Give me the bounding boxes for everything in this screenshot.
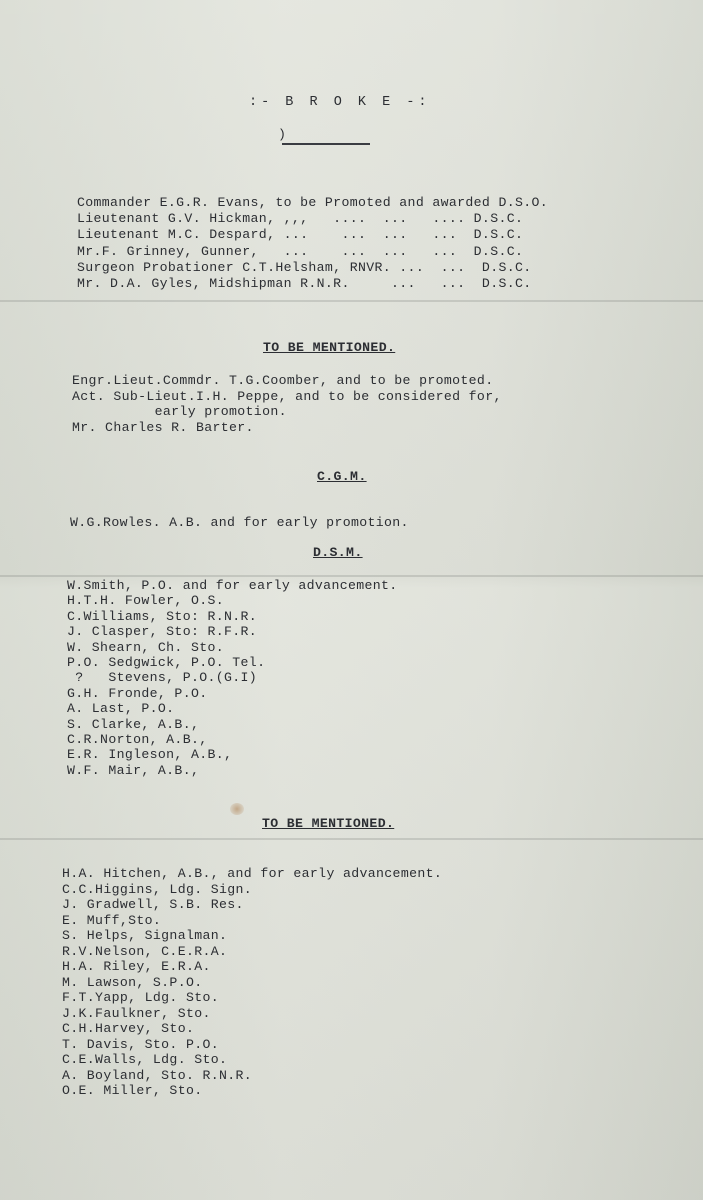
paper-fold [0, 300, 703, 302]
list-item: J. Clasper, Sto: R.F.R. [67, 624, 258, 640]
paper-fold [0, 838, 703, 840]
list-item: W.Smith, P.O. and for early advancement. [67, 578, 398, 593]
list-item: H.A. Hitchen, A.B., and for early advancement. [62, 866, 443, 881]
list-item: E. Muff,Sto. [62, 912, 162, 928]
list-item: M. Lawson, S.P.O. [62, 974, 203, 990]
list-item: Lieutenant M.C. Despard, ... ... ... ... D.S.C. [77, 227, 524, 243]
list-item: O.E. Miller, Sto. [62, 1083, 203, 1098]
list-item: W.F. Mair, A.B., [67, 762, 200, 778]
list-item: H.A. Riley, E.R.A. [62, 959, 211, 974]
list-item: C.H.Harvey, Sto. [62, 1021, 195, 1036]
list-item: Commander E.G.R. Evans, to be Promoted and awarded D.S.O. [77, 195, 549, 210]
list-item: Surgeon Probationer C.T.Helsham, RNVR. ... ... D.S.C. [77, 259, 532, 275]
mentioned-heading-2: TO BE MENTIONED. [262, 816, 395, 831]
list-item: Engr.Lieut.Commdr. T.G.Coomber, and to be promoted. [72, 373, 494, 388]
mentioned-heading: TO BE MENTIONED. [263, 340, 396, 355]
list-item: C.C.Higgins, Ldg. Sign. [62, 881, 253, 897]
list-item: R.V.Nelson, C.E.R.A. [62, 943, 228, 959]
list-item: Act. Sub-Lieut.I.H. Peppe, and to be considered for, [72, 388, 502, 404]
title-mark: ) [278, 127, 287, 142]
list-item: A. Last, P.O. [67, 701, 175, 717]
list-item: J. Gradwell, S.B. Res. [62, 897, 244, 912]
list-item: F.T.Yapp, Ldg. Sto. [62, 990, 220, 1005]
list-item: Mr.F. Grinney, Gunner, ... ... ... ... D.S.C. [77, 243, 524, 259]
list-item: C.E.Walls, Ldg. Sto. [62, 1052, 228, 1067]
paper-fold [0, 575, 703, 577]
list-item: Lieutenant G.V. Hickman, ,,, .... ... .... D.S.C. [77, 211, 524, 227]
list-item: C.Williams, Sto: R.N.R. [67, 608, 258, 624]
list-item: G.H. Fronde, P.O. [67, 685, 208, 701]
list-item: W.G.Rowles. A.B. and for early promotion. [70, 515, 409, 530]
list-item: Mr. D.A. Gyles, Midshipman R.N.R. ... ... D.S.C. [77, 276, 532, 291]
document-title: :- B R O K E -: [249, 95, 431, 110]
list-item: S. Clarke, A.B., [67, 716, 200, 732]
list-item: S. Helps, Signalman. [62, 928, 228, 943]
dsm-heading: D.S.M. [313, 545, 363, 560]
cgm-heading: C.G.M. [317, 469, 367, 484]
title-underline [282, 143, 370, 145]
list-item: C.R.Norton, A.B., [67, 732, 208, 747]
paper-stain [230, 803, 244, 815]
list-item: early promotion. [72, 404, 287, 419]
list-item: Mr. Charles R. Barter. [72, 419, 254, 435]
list-item: P.O. Sedgwick, P.O. Tel. [67, 655, 266, 670]
list-item: T. Davis, Sto. P.O. [62, 1036, 220, 1052]
list-item: A. Boyland, Sto. R.N.R. [62, 1067, 253, 1083]
list-item: J.K.Faulkner, Sto. [62, 1005, 211, 1021]
list-item: W. Shearn, Ch. Sto. [67, 639, 225, 655]
list-item: ? Stevens, P.O.(G.I) [67, 670, 258, 686]
list-item: E.R. Ingleson, A.B., [67, 747, 233, 763]
list-item: H.T.H. Fowler, O.S. [67, 593, 225, 609]
